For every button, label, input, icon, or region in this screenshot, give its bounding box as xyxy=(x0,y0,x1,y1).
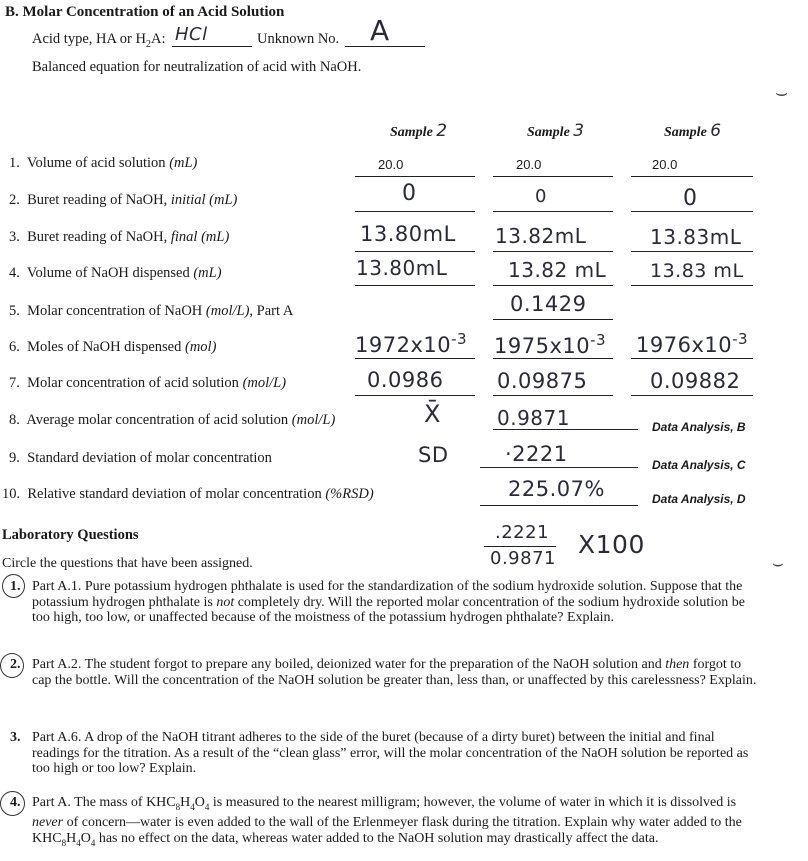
section-title: B. Molar Concentration of an Acid Solution xyxy=(5,4,285,20)
question-1: 1. Part A.1. Pure potassium hydrogen phthalate is used for the standardization of the sodium hydroxide solution. Suppose that the potassium hydrogen phthalate is not completely dry. Will the reported molar concentration of the sodium hydroxide solution be too high, too low, or unaffected because of the moistness of the potassium hydrogen phthalate? Explain. xyxy=(10,579,745,625)
analysis-d: Data Analysis, D xyxy=(652,492,746,506)
rsd-denominator: 0.9871 xyxy=(490,548,556,569)
r10-line xyxy=(480,505,638,506)
unknown-underline xyxy=(345,46,425,47)
r1-s1: 20.0 xyxy=(378,157,404,172)
r1-line-1 xyxy=(355,176,475,177)
row-9-label: 9. Standard deviation of molar concentration xyxy=(9,450,272,466)
rsd-fraction-bar xyxy=(484,546,556,547)
sample-header-3: Sample 6 xyxy=(664,121,722,141)
r6-line-3 xyxy=(631,358,753,359)
sample-header-2: Sample 3 xyxy=(527,121,585,141)
unknown-label: Unknown No. xyxy=(257,31,340,47)
sample-header-1: Sample 2 xyxy=(390,121,448,141)
r3-line-2 xyxy=(493,251,613,252)
r7-s1: 0.0986 xyxy=(367,368,444,392)
lab-questions-title: Laboratory Questions xyxy=(2,527,139,543)
r2-line-3 xyxy=(631,211,753,212)
equation-label: Balanced equation for neutralization of acid with NaOH. xyxy=(32,59,362,75)
r9-line xyxy=(480,467,638,468)
r6-line-2 xyxy=(493,358,613,359)
row-5-label: 5. Molar concentration of NaOH (mol/L), Part A xyxy=(9,303,294,319)
r3-line-3 xyxy=(631,251,753,252)
r4-line-1 xyxy=(355,285,475,286)
r8-symbol: X̄ xyxy=(424,400,441,428)
row-2-label: 2. Buret reading of NaOH, initial (mL) xyxy=(9,192,238,208)
analysis-c: Data Analysis, C xyxy=(652,458,746,472)
r7-s3: 0.09882 xyxy=(650,369,741,393)
lab-questions-intro: Circle the questions that have been assigned. xyxy=(2,556,253,571)
question-2: 2. Part A.2. The student forgot to prepare any boiled, deionized water for the preparation of the NaOH solution and then forgot to cap the bottle. Will the concentration of the NaOH solution be greater than, less than, or unaffected by this carelessness? Explain. xyxy=(10,657,757,688)
unknown-value: A xyxy=(370,14,390,47)
r2-line-2 xyxy=(493,211,613,212)
r6-s1: $1972x10^{-3}$ xyxy=(355,330,468,357)
r3-s3: 13.83mL xyxy=(650,225,742,249)
r9-symbol: SD xyxy=(418,443,449,467)
r4-line-2 xyxy=(493,285,613,286)
r1-s2: 20.0 xyxy=(516,157,542,172)
r4-s2: 13.82 mL xyxy=(508,258,607,282)
r1-line-2 xyxy=(493,176,613,177)
r2-s3: 0 xyxy=(683,186,698,211)
r10-value: 225.07% xyxy=(508,477,605,501)
r9-value: ·2221 xyxy=(505,442,568,466)
row-10-label: 10. Relative standard deviation of molar concentration (%RSD) xyxy=(2,486,374,502)
r8-value: 0.9871 xyxy=(497,406,570,430)
rsd-times: X100 xyxy=(578,530,645,559)
row-3-label: 3. Buret reading of NaOH, final (mL) xyxy=(9,229,230,245)
r7-line-3 xyxy=(631,395,753,396)
row-7-label: 7. Molar concentration of acid solution (mol/L) xyxy=(9,375,287,391)
r2-line-1 xyxy=(355,211,475,212)
r7-line-1 xyxy=(355,395,475,396)
r5-value: 0.1429 xyxy=(510,292,587,316)
r6-line-1 xyxy=(355,358,475,359)
r3-line-1 xyxy=(355,251,475,252)
r1-s3: 20.0 xyxy=(652,157,678,172)
margin-mark: ⌣ xyxy=(775,82,789,104)
row-8-label: 8. Average molar concentration of acid solution (mol/L) xyxy=(9,412,336,428)
r1-line-3 xyxy=(631,176,753,177)
acid-type-value: HCl xyxy=(175,24,208,45)
analysis-b: Data Analysis, B xyxy=(652,420,746,434)
question-4: 4. Part A. The mass of $KHC_8H_4O_4$ is measured to the nearest milligram; however, the volume of water in which it is dissolved is never of concern—water is even added to the wall of the Erlenmeyer flask during the titration. Explain why water added to the $KHC_8H_4O_4$ has no effect on the data, whereas water added to the NaOH solution may drastically affect the data. xyxy=(10,795,742,848)
r7-line-2 xyxy=(493,395,613,396)
row-4-label: 4. Volume of NaOH dispensed (mL) xyxy=(9,265,222,281)
r2-s1: 0 xyxy=(402,181,417,206)
row-1-label: 1. Volume of acid solution (mL) xyxy=(9,155,198,171)
r7-s2: 0.09875 xyxy=(497,369,588,393)
margin-mark-2: ⌣ xyxy=(772,553,784,573)
r3-s1: 13.80mL xyxy=(360,222,456,246)
acid-type-label: Acid type, HA or $H_2A$: xyxy=(32,31,166,50)
r4-s1: 13.80mL xyxy=(356,256,448,280)
row-6-label: 6. Moles of NaOH dispensed (mol) xyxy=(9,339,217,355)
r8-line xyxy=(493,429,638,430)
r4-s3: 13.83 mL xyxy=(650,260,744,282)
r2-s2: 0 xyxy=(535,186,547,207)
question-3: 3. Part A.6. A drop of the NaOH titrant adheres to the side of the buret (because of a dirty buret) between the initial and final readings for the titration. As a result of the “clean glass” error, will the molar concentration of the NaOH solution be reported as too high or too low? Explain. xyxy=(10,730,749,776)
r4-line-3 xyxy=(631,285,753,286)
rsd-numerator: .2221 xyxy=(495,522,550,543)
acid-type-underline xyxy=(172,46,252,47)
r6-s3: $1976x10^{-3}$ xyxy=(636,330,749,357)
r3-s2: 13.82mL xyxy=(495,224,587,248)
r6-s2: $1975x10^{-3}$ xyxy=(494,331,607,358)
r5-line xyxy=(493,319,613,320)
